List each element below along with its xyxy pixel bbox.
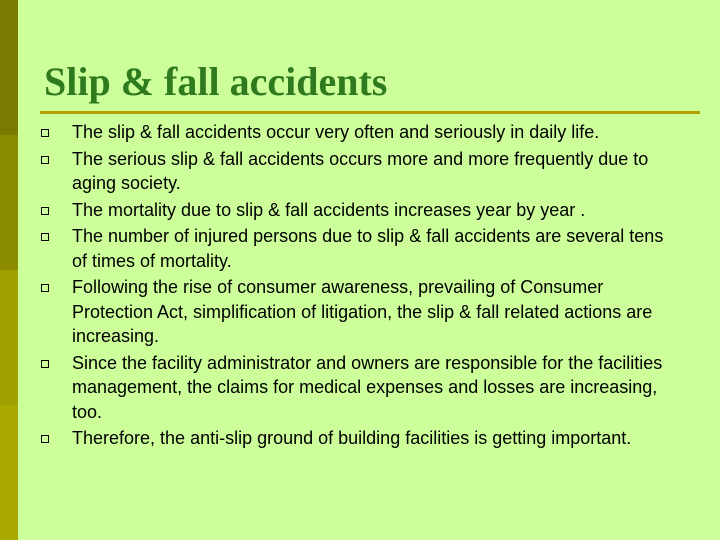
side-accent-bar-segment <box>0 135 18 270</box>
bullet-list <box>40 120 680 453</box>
side-accent-bar-segment <box>0 270 18 405</box>
bullet-item <box>40 120 680 145</box>
hollow-square-bullet-icon <box>41 207 49 215</box>
bullet-item <box>40 147 680 196</box>
bullet-text: The mortality due to slip & fall accidents increases year by year . <box>72 199 586 220</box>
hollow-square-bullet-icon <box>41 156 49 164</box>
side-accent-bar <box>0 0 18 540</box>
bullet-text: Since the facility administrator and owners are responsible for the facilities management, the claims for medical expenses and losses are increasing, too. <box>72 352 663 422</box>
bullet-text: Following the rise of consumer awareness, prevailing of Consumer Protection Act, simplification of litigation, the slip & fall related actions are increasing. <box>72 277 653 346</box>
hollow-square-bullet-icon <box>41 284 49 292</box>
bullet-text: The slip & fall accidents occur very often and seriously in daily life. <box>72 122 600 142</box>
slide-title: Slip & fall accidents <box>44 59 388 104</box>
bullet-item <box>40 275 680 349</box>
hollow-square-bullet-icon <box>41 435 49 443</box>
bullet-text: The number of injured persons due to slip & fall accidents are several tens of times of mortality. <box>72 226 664 271</box>
hollow-square-bullet-icon <box>41 233 49 241</box>
hollow-square-bullet-icon <box>41 129 49 137</box>
side-accent-bar-segment <box>0 0 18 135</box>
bullet-text: The serious slip & fall accidents occurs more and more frequently due to aging society. <box>72 148 649 193</box>
bullet-item <box>40 426 680 451</box>
bullet-item <box>40 351 680 425</box>
bullet-item <box>40 224 680 273</box>
side-accent-bar-segment <box>0 405 18 540</box>
title-underline-rule <box>40 111 700 114</box>
bullet-text: Therefore, the anti-slip ground of building facilities is getting important. <box>72 428 632 448</box>
bullet-item <box>40 198 680 223</box>
hollow-square-bullet-icon <box>41 360 49 368</box>
